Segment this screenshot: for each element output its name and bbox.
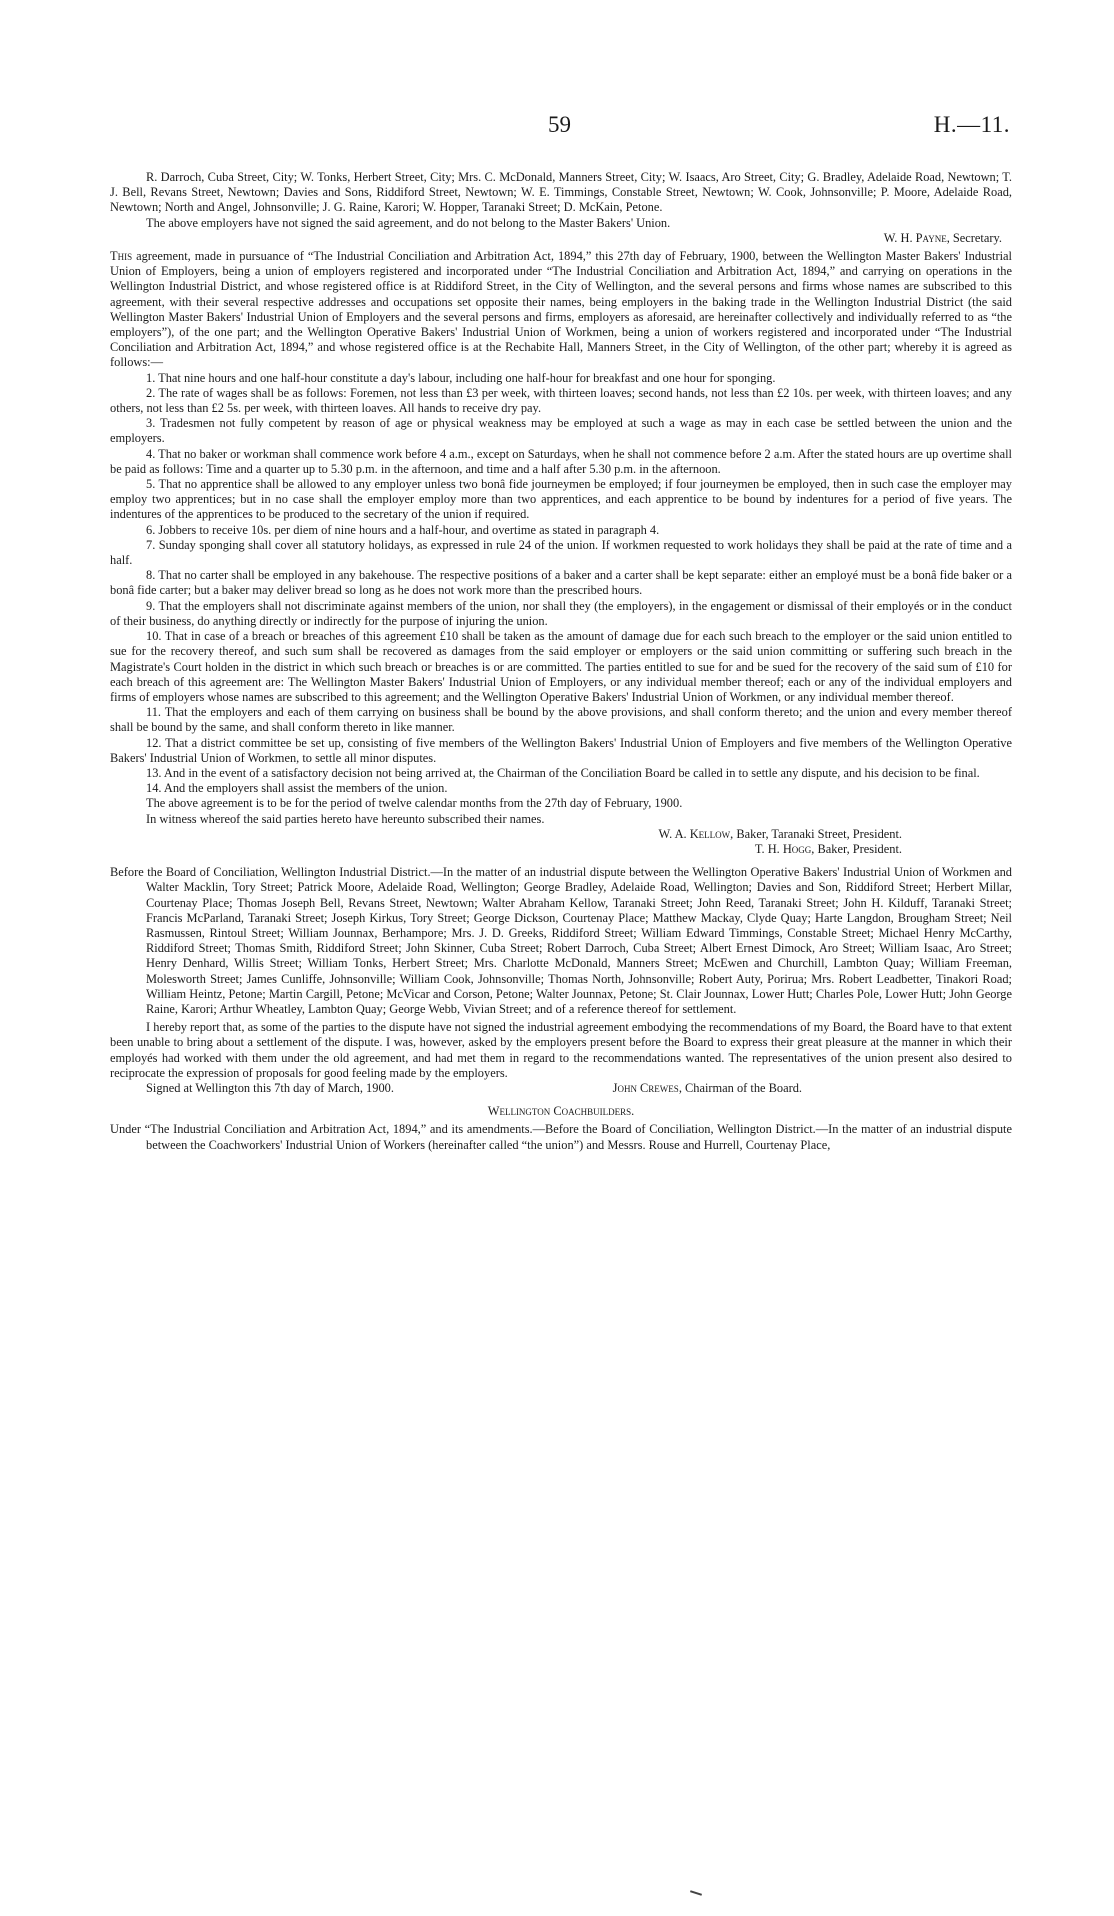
signatory-name: W. A. Kellow [658,826,731,841]
clause: 7. Sunday sponging shall cover all statutory holidays, as expressed in rule 24 of the union. If workmen requested to work holidays they shall be paid at the rate of time and a half. [110,537,1012,568]
clause: 6. Jobbers to receive 10s. per diem of nine hours and a half-hour, and overtime as stated in paragraph 4. [146,522,660,537]
stray-mark [690,1890,702,1896]
body-text [110,170,1012,1153]
secretary-signature [110,231,1012,246]
clause: 14. And the employers shall assist the members of the union. [146,781,448,796]
agreement-period: The above agreement is to be for the period of twelve calendar months from the 27th day of February, 1900. [146,796,683,811]
board-signature-row [110,1081,1012,1096]
signatory-president-2 [110,842,1012,857]
clause: 11. That the employers and each of them carrying on business shall be bound by the above provisions, and shall conform thereto; and the union and every member thereof shall be bound by the same, and shall conform thereto in like manner. [110,705,1012,735]
employer-list: R. Darroch, Cuba Street, City; W. Tonks, Herbert Street, City; Mrs. C. McDonald, Manners Street, City; W. Isaacs, Aro Street, City; G. Bradley, Adelaide Road, Newtown; T. J. Bell, Revans Street, Newtown; Davies and Sons, Riddiford Street, Newtown; W. E. Timmings, Constable Street, Newtown; W. Cook, Johnsonville; P. Moore, Adelaide Road, Newtown; North and Angel, Johnsonville; J. G. Raine, Karori; W. Hopper, Taranaki Street; D. McKain, Petone. [110,170,1012,215]
coachbuilders-matter: Under “The Industrial Conciliation and Arbitration Act, 1894,” and its amendments.—Before the Board of Conciliation, Wellington District.—In the matter of an industrial dispute between the Coachworkers' Industrial Union of Workers (hereinafter called “the union”) and Messrs. Rouse and Hurrell, Courtenay Place, [110,1122,1012,1152]
signatory-detail: , Baker, Taranaki Street, President. [730,826,902,841]
agreement-intro [110,249,1012,371]
chairman-signature [613,1081,802,1096]
clause: 4. That no baker or workman shall commence work before 4 a.m., except on Saturdays, when he shall not commence before 2 a.m. After the stated hours are up overtime shall be paid as follows: Time and a quarter up to 5.30 p.m. in the afternoon, and time and a half after 5.30 p.m. in the afternoon. [110,446,1012,476]
page-header [0,112,1114,144]
clause: 5. That no apprentice shall be allowed to any employer unless two bonâ fide journeymen be employed; if four journeymen be employed, then in such case the employer may employ two apprentices; but in no case shall the employer employ more than two apprentices, and each apprentice to be bound by indentures for a period of five years. The indentures of the apprentices to be produced to the secretary of the union if required. [110,477,1012,522]
document-reference: H.—11. [933,112,1010,137]
signatory-name: T. H. Hogg [754,841,812,856]
chairman-name: John Crewes [612,1080,679,1095]
section-heading: Wellington Coachbuilders. [487,1104,635,1119]
signed-place-date: Signed at Wellington this 7th day of March, 1900. [146,1080,394,1095]
clause: 9. That the employers shall not discriminate against members of the union, nor shall they (the employers), in the engagement or dismissal of their employés or in the conduct of their business, do anything directly or indirectly for the purpose of injuring the union. [110,598,1012,628]
agreement-lead-word: This [110,249,133,264]
clause: 3. Tradesmen not fully competent by reason of age or physical weakness may be employed at such a wage as may in each case be settled between the union and the employers. [110,416,1012,446]
secretary-title: , Secretary. [946,230,1002,245]
board-report: I hereby report that, as some of the parties to the dispute have not signed the industrial agreement embodying the recommendations of my Board, the Board have to that extent been unable to bring about a settlement of the dispute. I was, however, asked by the employers present before the Board to express their great pleasure at the manner in which their employés had worked with them under the old agreement, and had met them in regard to the recommendations wanted. The representatives of the union present also desired to reciprocate the expression of proposals for good feeling made by the employers. [110,1020,1012,1080]
clause: 12. That a district committee be set up, consisting of five members of the Wellington Bakers' Industrial Union of Employers and five members of the Wellington Operative Bakers' Industrial Union of Workmen, to settle all minor disputes. [110,735,1012,765]
agreement-intro-text: agreement, made in pursuance of “The Industrial Conciliation and Arbitration Act, 1894,” this 27th day of February, 1900, between the Wellington Master Bakers' Industrial Union of Employers, being a union of employers registered and incorporated under “The Industrial Conciliation and Arbitration Act, 1894,” and carrying on operations in the Wellington Industrial District, and whose registered office is at Riddiford Street, in the City of Wellington, and the several persons and firms whose names are subscribed to this agreement, with their several respective addresses and occupations set opposite their names, being employers in the baking trade in the Wellington Industrial District (the said Wellington Master Bakers' Industrial Union of Employers and the several persons and firms, employers as aforesaid, are hereinafter collectively and individually referred to as “the employers”), of the one part; and the Wellington Operative Bakers' Industrial Union of Workmen, being a union of workers registered and incorporated under “The Industrial Conciliation and Arbitration Act, 1894,” and whose registered office is at the Rechabite Hall, Manners Street, in the City of Wellington, of the other part; whereby it is agreed as follows:— [110,249,1012,370]
clause: 13. And in the event of a satisfactory decision not being arrived at, the Chairman of the Conciliation Board be called in to settle any dispute, and his decision to be final. [146,765,980,780]
clause: 10. That in case of a breach or breaches of this agreement £10 shall be taken as the amount of damage due for each such breach to the employer or the said union entitled to sue for the recovery thereof, and such sum shall be recovered as damages from the said employer or employers or the said union committing or suffering such breach in the Magistrate's Court holden in the district in which such breach or breaches is or are committed. The parties entitled to sue for and be sued for the recovery of the said sum of £10 for each breach of this agreement are: The Wellington Master Bakers' Industrial Union of Employers, or any individual member thereof; each or any of the individual employers and firms of employers whose names are subscribed to this agreement; and the Wellington Operative Bakers' Industrial Union of Workmen, or any individual member thereof. [110,629,1012,704]
signatory-president-1 [110,827,1012,842]
board-matter: Before the Board of Conciliation, Wellington Industrial District.—In the matter of an industrial dispute between the Wellington Operative Bakers' Industrial Union of Workmen and Walter Macklin, Tory Street; Patrick Moore, Adelaide Road, Wellington; George Bradley, Adelaide Road, Wellington; Davies and Son, Riddiford Street; Herbert Millar, Courtenay Place; Thomas Joseph Bell, Revans Street, Newtown; Walter Abraham Kellow, Taranaki Street; John Reed, Taranaki Street; John H. Kilduff, Taranaki Street; Francis McParland, Taranaki Street; Joseph Kirkus, Tory Street; George Dickson, Courtenay Place; Matthew Mackay, Clyde Quay; Harte Langdon, Brougham Street; Neil Rasmussen, Rintoul Street; William Jounnax, Berhampore; Mrs. J. D. Greeks, Riddiford Street; William Edward Timmings, Constable Street; Michael Henry McCarthy, Riddiford Street; Thomas Smith, Riddiford Street; John Skinner, Cuba Street; Robert Darroch, Cuba Street; Albert Ernest Dimock, Aro Street; William Isaac, Aro Street; Henry Denhard, Willis Street; William Tonks, Herbert Street; Mrs. Charlotte McDonald, Manners Street; McEwen and Churchill, Lambton Quay; William Freeman, Molesworth Street; James Cunliffe, Johnsonville; William Cook, Johnsonville; Thomas North, Johnsonville; Robert Auty, Porirua; Mrs. Robert Leadbetter, Tinakori Road; William Heintz, Petone; Martin Cargill, Petone; McVicar and Corson, Petone; Walter Jounnax, Petone; St. Clair Jounnax, Lower Hutt; Charles Pole, Lower Hutt; John George Raine, Karori; Arthur Wheatley, Lambton Quay; George Webb, Vivian Street; and of a reference thereof for settlement. [110,865,1012,1016]
witness-clause: In witness whereof the said parties hereto have hereunto subscribed their names. [146,811,545,826]
chairman-title: , Chairman of the Board. [678,1080,802,1095]
signatory-detail: , Baker, President. [811,841,902,856]
page-number: 59 [548,112,571,137]
secretary-name: W. H. Payne [883,230,947,245]
clause: 8. That no carter shall be employed in any bakehouse. The respective positions of a baker and a carter shall be kept separate: either an employé must be a bonâ fide baker or a bonâ fide carter; but a baker may deliver bread so long as he does not work more than the prescribed hours. [110,568,1012,598]
clause: 1. That nine hours and one half-hour constitute a day's labour, including one half-hour for breakfast and one hour for sponging. [146,370,776,385]
not-signed-note: The above employers have not signed the said agreement, and do not belong to the Master Bakers' Union. [146,215,671,230]
clause: 2. The rate of wages shall be as follows: Foremen, not less than £3 per week, with thirteen loaves; second hands, not less than £2 10s. per week, with thirteen loaves; and any others, not less than £2 5s. per week, with thirteen loaves. All hands to receive dry pay. [110,385,1012,416]
agreement-clauses [110,371,1012,797]
